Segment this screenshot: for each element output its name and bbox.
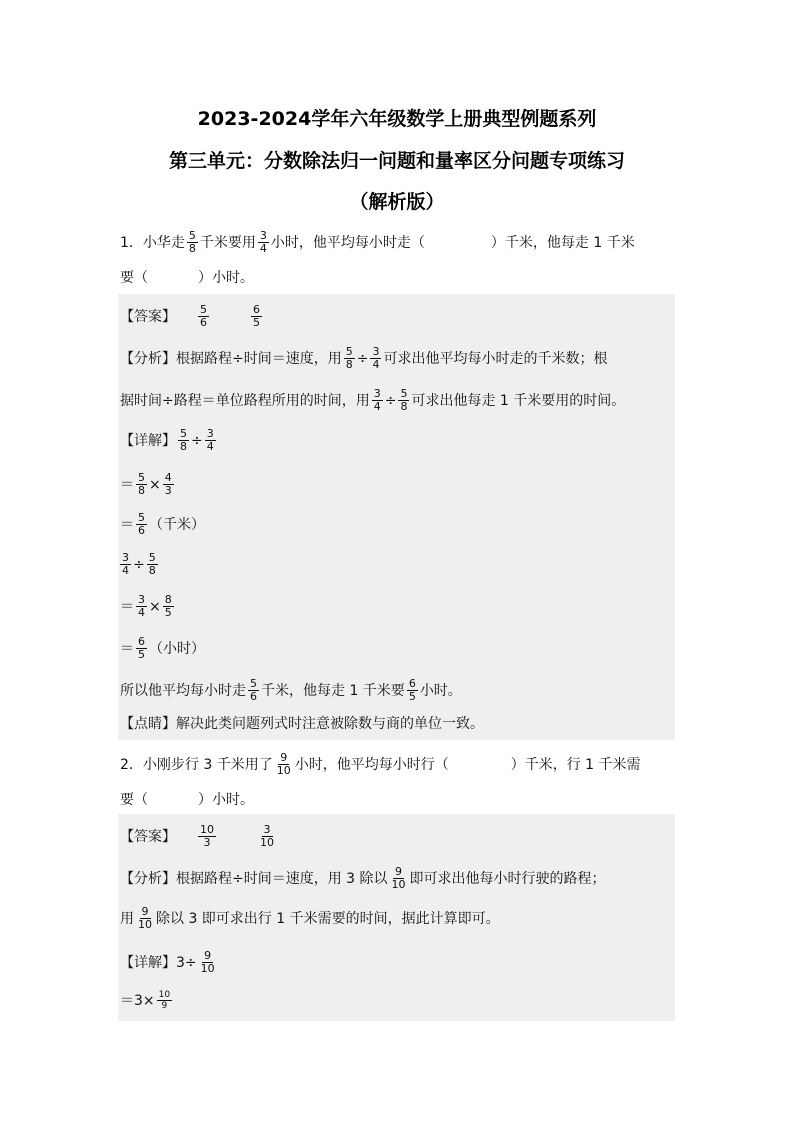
fraction: $\frac{9}{10}$ <box>200 949 215 975</box>
doc-subtitle: 第三单元：分数除法归一问题和量率区分问题专项练习 <box>168 150 625 172</box>
fraction: $\frac{8}{5}$ <box>164 593 172 619</box>
q1-analysis-line2: 据时间÷路程＝单位路程所用的时间，用 $\frac{3}{4}$ ÷ $\frac{5}{8}$ 可求出他每走 1 千米要用的时间。 <box>120 387 626 413</box>
fraction: $\frac{3}{10}$ <box>260 823 274 849</box>
q1-detail-step4: $\frac{3}{4}$ ÷ $\frac{5}{8}$ <box>122 551 156 577</box>
q1-stem-line2: 要（ ）小时。 <box>120 270 254 286</box>
fraction: $\frac{3}{4}$ <box>206 427 214 453</box>
fraction: $\frac{10}{3}$ <box>200 823 214 849</box>
fraction: $\frac{10}{9}$ <box>158 990 171 1011</box>
fraction: $\frac{5}{8}$ <box>188 229 196 255</box>
q1-analysis-line1: 【分析】 根据路程÷时间＝速度，用 $\frac{5}{8}$ ÷ $\frac{3}{4}$ 可求出他平均每小时走的千米数；根 <box>120 345 608 371</box>
q1-stem-line1: 1．小华走 $\frac{5}{8}$ 千米要用 $\frac{3}{4}$ 小时，他平均每小时走（ ）千米，他每走 1 千米 <box>120 229 635 255</box>
fraction: $\frac{3}{4}$ <box>138 593 145 619</box>
fraction: $\frac{5}{8}$ <box>400 387 408 413</box>
q1-conclusion: 所以他平均每小时走 $\frac{5}{6}$ 千米，他每走 1 千米要 $\frac{6}{5}$ 小时。 <box>120 677 462 703</box>
fraction: $\frac{5}{8}$ <box>345 345 353 371</box>
fraction: $\frac{5}{6}$ <box>138 511 145 537</box>
fraction: $\frac{4}{3}$ <box>164 471 172 497</box>
doc-title: 2023-2024学年六年级数学上册典型例题系列 <box>197 108 597 130</box>
fraction: $\frac{9}{10}$ <box>276 751 291 777</box>
fraction: $\frac{3}{4}$ <box>373 387 381 413</box>
q2-detail-step2: ＝3× $\frac{10}{9}$ <box>120 990 171 1011</box>
fraction: $\frac{3}{4}$ <box>372 345 380 371</box>
q1-answer: 【答案】 $\frac{5}{6}$ $\frac{6}{5}$ <box>120 303 260 329</box>
fraction: $\frac{5}{6}$ <box>200 303 207 329</box>
q2-stem-line1: 2．小刚步行 3 千米用了 $\frac{9}{10}$ 小时，他平均每小时行（ ）千米，行 1 千米需 <box>120 751 641 777</box>
q1-tip: 【点睛】 解决此类问题列式时注意被除数与商的单位一致。 <box>120 716 484 732</box>
fraction: $\frac{3}{4}$ <box>122 551 129 577</box>
fraction: $\frac{9}{10}$ <box>138 905 152 931</box>
q2-stem-line2: 要（ ）小时。 <box>120 792 254 808</box>
q1-detail-step5: ＝ $\frac{3}{4}$ × $\frac{8}{5}$ <box>120 593 172 619</box>
fraction: $\frac{6}{5}$ <box>253 303 260 329</box>
doc-edition: （解析版） <box>349 191 445 213</box>
q1-detail-step6: ＝ $\frac{6}{5}$ （小时） <box>120 635 205 661</box>
fraction: $\frac{6}{5}$ <box>408 677 416 703</box>
q1-detail-step1: 【详解】 $\frac{5}{8}$ ÷ $\frac{3}{4}$ <box>120 427 214 453</box>
q2-analysis-line2: 用 $\frac{9}{10}$ 除以 3 即可求出行 1 千米需要的时间，据此计算即可。 <box>120 905 500 931</box>
fraction: $\frac{6}{5}$ <box>138 635 145 661</box>
fraction: $\frac{3}{4}$ <box>259 229 267 255</box>
q1-detail-step2: ＝ $\frac{5}{8}$ × $\frac{4}{3}$ <box>120 471 172 497</box>
q2-analysis-line1: 【分析】 根据路程÷时间＝速度，用 3 除以 $\frac{9}{10}$ 即可求出他每小时行驶的路程； <box>120 865 606 891</box>
fraction: $\frac{5}{8}$ <box>138 471 145 497</box>
q1-detail-step3: ＝ $\frac{5}{6}$ （千米） <box>120 511 205 537</box>
fraction: $\frac{9}{10}$ <box>391 865 406 891</box>
fraction: $\frac{5}{8}$ <box>148 551 156 577</box>
q2-detail-step1: 【详解】 3÷ $\frac{9}{10}$ <box>120 949 215 975</box>
fraction: $\frac{5}{8}$ <box>180 427 187 453</box>
fraction: $\frac{5}{6}$ <box>250 677 257 703</box>
q2-answer: 【答案】 $\frac{10}{3}$ $\frac{3}{10}$ <box>120 823 274 849</box>
